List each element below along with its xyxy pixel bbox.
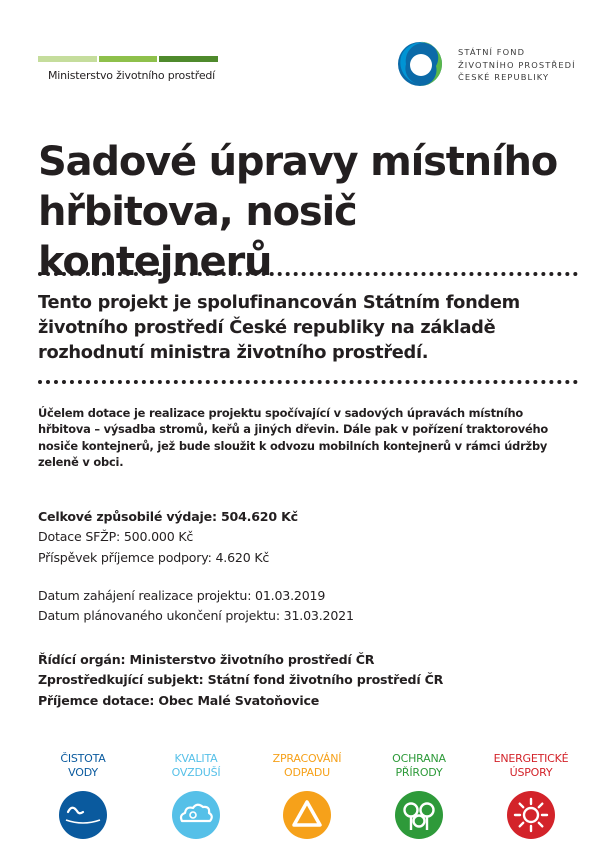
ministry-name: Ministerstvo životního prostředí bbox=[48, 69, 216, 82]
subsidy-recipient: Příjemce dotace: Obec Malé Svatoňovice bbox=[38, 692, 320, 708]
dates-block bbox=[38, 586, 578, 627]
fund-name-line-3: ČESKÉ REPUBLIKY bbox=[458, 72, 550, 82]
intermediary-body: Zprostředkující subjekt: Státní fond životního prostředí ČR bbox=[38, 672, 444, 688]
category-water bbox=[33, 752, 133, 840]
category-waste-label bbox=[257, 752, 357, 782]
category-waste-line-1: ZPRACOVÁNÍ bbox=[272, 752, 342, 765]
end-date: Datum plánovaného ukončení projektu: 31.03.2021 bbox=[38, 608, 354, 624]
total-costs: Celkové způsobilé výdaje: 504.620 Kč bbox=[38, 509, 298, 524]
category-air-label bbox=[146, 752, 246, 782]
project-description: Účelem dotace je realizace projektu spočívající v sadových úpravách místního hřbitova – výsadba stromů, keřů a jiných dřevin. Dále pak v pořízení traktorového nosiče kontejnerů, jež bude sloužit k odvozu mobilních kontejnerů v rámci údržby zeleně v obci. bbox=[38, 406, 549, 470]
category-water-label bbox=[33, 752, 133, 782]
sfzp-subsidy: Dotace SFŽP: 500.000 Kč bbox=[38, 529, 194, 545]
category-energy-line-2: ÚSPORY bbox=[509, 765, 553, 779]
recipient-contribution: Příspěvek příjemce podpory: 4.620 Kč bbox=[38, 549, 270, 565]
water-drop-icon bbox=[58, 790, 108, 840]
ministry-bar-light bbox=[38, 56, 97, 62]
ministry-bar-dark bbox=[159, 56, 218, 62]
category-energy-label bbox=[481, 752, 581, 782]
fund-name-line-1: STÁTNÍ FOND bbox=[458, 47, 526, 57]
category-nature-label bbox=[369, 752, 469, 782]
start-date: Datum zahájení realizace projektu: 01.03.2019 bbox=[38, 588, 326, 603]
category-energy bbox=[481, 752, 581, 840]
fund-name-line-2: ŽIVOTNÍHO PROSTŘEDÍ bbox=[458, 59, 576, 70]
category-nature-line-1: OCHRANA bbox=[392, 752, 446, 765]
ministry-bar-mid bbox=[99, 56, 158, 62]
category-energy-line-1: ENERGETICKÉ bbox=[493, 752, 569, 765]
funding-statement: Tento projekt je spolufinancován Státním fondem životního prostředí České republiky na základě rozhodnutí ministra životního prostředí. bbox=[38, 292, 520, 363]
category-nature-line-2: PŘÍRODY bbox=[395, 765, 443, 779]
cloud-icon bbox=[171, 790, 221, 840]
page-title: Sadové úpravy místního hřbitova, nosič kontejnerů bbox=[38, 139, 558, 285]
fund-name bbox=[458, 46, 576, 84]
category-waste bbox=[257, 752, 357, 840]
category-air-line-2: OVZDUŠÍ bbox=[171, 765, 221, 779]
category-water-line-1: ČISTOTA bbox=[60, 752, 106, 765]
category-water-line-2: VODY bbox=[68, 765, 98, 779]
category-air bbox=[146, 752, 246, 840]
category-waste-line-2: ODPADU bbox=[284, 765, 330, 779]
organizations-block bbox=[38, 650, 578, 711]
sfzp-logo-icon bbox=[396, 40, 444, 88]
managing-authority: Řídící orgán: Ministerstvo životního prostředí ČR bbox=[38, 652, 375, 667]
trees-icon bbox=[394, 790, 444, 840]
category-nature bbox=[369, 752, 469, 840]
costs-block bbox=[38, 507, 578, 568]
sun-icon bbox=[506, 790, 556, 840]
dotted-divider-bottom bbox=[38, 380, 578, 384]
recycle-triangle-icon bbox=[282, 790, 332, 840]
category-air-line-1: KVALITA bbox=[174, 752, 218, 765]
dotted-divider-top bbox=[38, 272, 578, 276]
ministry-color-bars bbox=[38, 56, 218, 62]
